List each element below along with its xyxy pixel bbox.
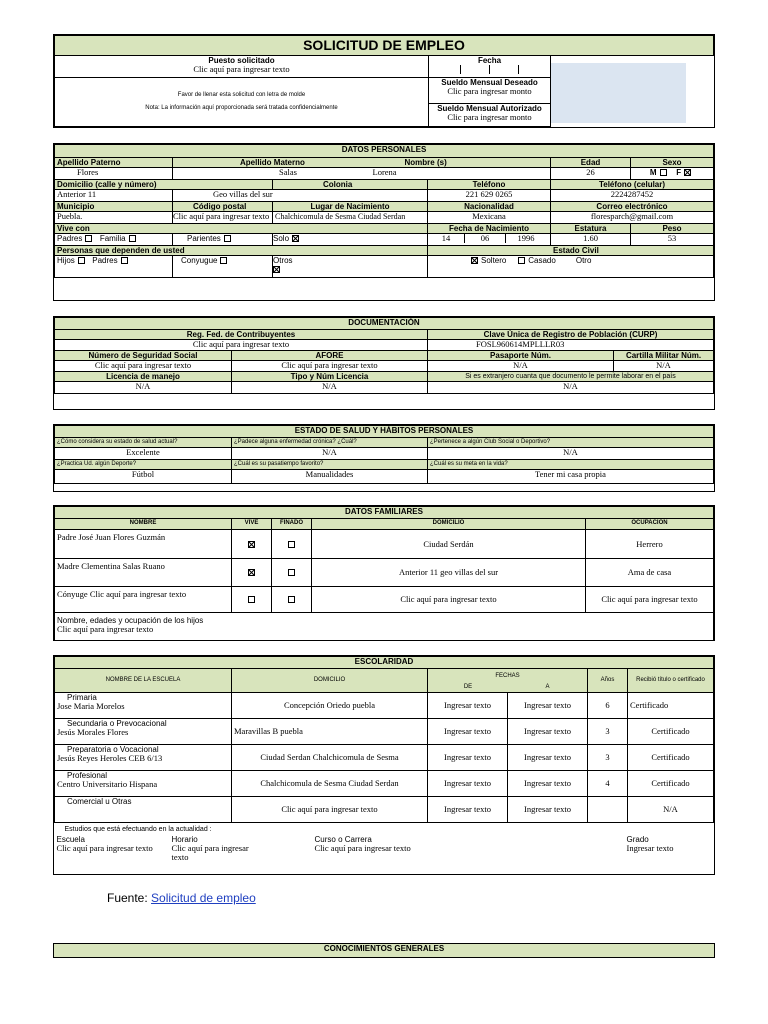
vive-parientes-checkbox[interactable]	[224, 235, 231, 242]
familiares-section	[53, 505, 715, 641]
note-letra-molde: Favor de llenar esta solicitud con letra de molde	[177, 92, 306, 98]
salud-q2: ¿Padece alguna enfermedad crónica? ¿Cuál?	[232, 438, 428, 448]
table-row	[55, 559, 714, 587]
esc-primaria-escuela: Jose Maria Morelos	[57, 701, 125, 711]
notes-cell	[55, 78, 429, 127]
photo-placeholder[interactable]	[551, 63, 686, 123]
esc-profesional-domicilio[interactable]: Chalchicomula de Sesma Ciudad Serdan	[232, 771, 428, 797]
sexo-f-checkbox[interactable]	[684, 169, 691, 176]
esc-profesional-a[interactable]: Ingresar texto	[508, 771, 588, 797]
dep-hijos-label: Hijos	[57, 256, 75, 265]
esc-primaria-a[interactable]: Ingresar texto	[508, 693, 588, 719]
telefono-value[interactable]: 221 629 0265	[428, 190, 551, 202]
sueldo-autorizado-label: Sueldo Mensual Autorizado	[437, 104, 542, 113]
documentacion-header: DOCUMENTACIÓN	[55, 318, 714, 330]
sexo-options	[631, 168, 714, 180]
esc-primaria-domicilio[interactable]: Concepción Oriedo puebla	[232, 693, 428, 719]
estudios-curso-label: Curso o Carrera	[314, 835, 372, 844]
ap-materno-label: Apellido Materno	[240, 158, 305, 167]
telefono-label: Teléfono	[428, 180, 551, 190]
estudios-actuales	[55, 823, 714, 873]
sueldo-autorizado-cell[interactable]	[429, 104, 551, 127]
salud-q3: ¿Pertenece a algún Club Social o Deportivo?	[428, 438, 714, 448]
curp-label: Clave Única de Registro de Población (CURP)	[428, 330, 714, 340]
estudios-horario[interactable]	[172, 835, 262, 862]
ap-materno-label-cell	[173, 158, 305, 168]
esc-preparatoria-nivel: Preparatoria o Vocacional	[67, 745, 159, 754]
documentacion-section	[53, 316, 715, 410]
fn-anio: 1996	[517, 233, 535, 243]
fam-conyuge-domicilio[interactable]: Clic aquí para ingresar texto	[312, 587, 586, 613]
esc-preparatoria-a[interactable]: Ingresar texto	[508, 745, 588, 771]
vive-solo-label: Solo	[273, 234, 290, 243]
fuente-label: Fuente:	[107, 891, 152, 905]
dep-conyugue-checkbox[interactable]	[220, 257, 227, 264]
esc-preparatoria-escuela: Jesús Reyes Heroles CEB 6/13	[57, 753, 163, 763]
colonia-label: Colonia	[273, 180, 428, 190]
esc-comercial-titulo[interactable]: N/A	[628, 797, 714, 823]
esc-col-fechas: FECHAS	[495, 673, 520, 679]
dep-otros-checkbox[interactable]	[273, 266, 280, 273]
table-row	[55, 771, 714, 797]
salud-a6[interactable]: Tener mi casa propia	[428, 470, 714, 484]
fam-padre-domicilio[interactable]: Ciudad Serdán	[312, 530, 586, 559]
esc-primaria-nivel: Primaria	[67, 693, 97, 702]
estudios-label: Estudios que está efectuando en la actualidad :	[64, 826, 212, 833]
domicilio-label: Domicilio (calle y número)	[55, 180, 273, 190]
sexo-m-checkbox[interactable]	[660, 169, 667, 176]
dependen-label: Personas que dependen de usted	[55, 246, 428, 256]
tipo-lic-label: Tipo y Núm Licencia	[232, 372, 428, 382]
esc-secundaria-a[interactable]: Ingresar texto	[508, 719, 588, 745]
fam-madre-ocupacion[interactable]: Ama de casa	[586, 559, 714, 587]
fuente-link[interactable]: Solicitud de empleo	[151, 891, 256, 905]
estado-civil-options	[428, 256, 714, 278]
celular-label: Teléfono (celular)	[551, 180, 714, 190]
salud-header: ESTADO DE SALUD Y HÁBITOS PERSONALES	[55, 426, 714, 438]
fam-hijos-cell[interactable]	[55, 613, 714, 641]
ec-casado-label: Casado	[528, 256, 556, 265]
extranjero-label: Si es extranjero cuanta que documento le permite laborar en el país	[428, 372, 714, 382]
cp-value[interactable]: Clic aquí para ingresar texto	[173, 212, 273, 224]
fam-madre-nombre[interactable]: Madre Clementina Salas Ruano	[55, 559, 232, 587]
table-row	[55, 745, 714, 771]
fam-col-nombre: NOMBRE	[55, 519, 232, 530]
fecha-cell[interactable]	[429, 56, 551, 78]
vive-padres-label: Padres	[57, 234, 83, 243]
fuente-line	[107, 891, 256, 905]
salud-q4: ¿Practica Ud. algún Deporte?	[55, 460, 232, 470]
pasaporte-label: Pasaporte Núm.	[428, 351, 614, 361]
pasaporte-value[interactable]: N/A	[428, 361, 614, 372]
escolaridad-section	[53, 655, 715, 875]
fam-conyuge-nombre[interactable]: Cónyuge Clic aquí para ingresar texto	[55, 587, 232, 613]
vive-con-label: Vive con	[55, 224, 428, 234]
esc-preparatoria-escuela-cell[interactable]	[55, 745, 232, 771]
sueldo-autorizado-value[interactable]: Clic para ingresar monto	[447, 112, 532, 122]
sexo-m-label: M	[649, 168, 657, 177]
fecha-nac-label: Fecha de Nacimiento	[428, 224, 551, 234]
table-row	[55, 530, 714, 559]
table-row	[55, 693, 714, 719]
fam-conyuge-vive-checkbox[interactable]	[248, 596, 255, 603]
licencia-value[interactable]: N/A	[55, 382, 232, 394]
vive-padres-familia	[55, 234, 173, 246]
form-title: SOLICITUD DE EMPLEO	[55, 36, 714, 56]
salud-a4[interactable]: Fútbol	[55, 470, 232, 484]
estudios-grado-label: Grado	[626, 835, 649, 844]
afore-label: AFORE	[232, 351, 428, 361]
vive-padres-checkbox[interactable]	[85, 235, 92, 242]
esc-profesional-de[interactable]: Ingresar texto	[428, 771, 508, 797]
rfc-value[interactable]: Clic aquí para ingresar texto	[55, 340, 428, 351]
ec-casado-checkbox[interactable]	[518, 257, 525, 264]
esc-preparatoria-de[interactable]: Ingresar texto	[428, 745, 508, 771]
fam-madre-domicilio[interactable]: Anterior 11 geo villas del sur	[312, 559, 586, 587]
esc-primaria-anios[interactable]: 6	[588, 693, 628, 719]
esc-profesional-escuela-cell[interactable]	[55, 771, 232, 797]
esc-preparatoria-domicilio[interactable]: Ciudad Serdan Chalchicomula de Sesma	[232, 745, 428, 771]
esc-col-de: DE	[463, 684, 473, 690]
ec-soltero-label: Soltero	[481, 256, 507, 265]
lugar-nac-value[interactable]: Chalchicomula de Sesma Ciudad Serdan	[273, 212, 428, 224]
esc-col-fechas-cell	[428, 669, 588, 693]
cp-label: Código postal	[173, 202, 273, 212]
sueldo-deseado-value[interactable]: Clic para ingresar monto	[447, 86, 532, 96]
note-confidencial: Nota: La información aquí proporcionada será tratada confidencialmente	[145, 105, 338, 111]
nombre-label-cell	[273, 158, 551, 168]
estado-civil-label: Estado Civil	[428, 246, 714, 256]
puesto-cell[interactable]	[55, 56, 429, 78]
estudios-escuela-value: Clic aquí para ingresar texto	[56, 843, 153, 853]
salud-q5: ¿Cuál es su pasatiempo favorito?	[232, 460, 428, 470]
esc-comercial-de[interactable]: Ingresar texto	[428, 797, 508, 823]
vive-solo-checkbox[interactable]	[292, 235, 299, 242]
dep-conyugue-label: Conyugue	[181, 256, 218, 265]
vive-familia-checkbox[interactable]	[129, 235, 136, 242]
datos-personales-section	[53, 143, 715, 301]
dep-otros-label: Otros	[273, 256, 293, 265]
ap-paterno-label: Apellido Paterno	[55, 158, 173, 168]
fam-conyuge-finado	[272, 587, 312, 613]
fam-madre-finado-checkbox[interactable]	[288, 569, 295, 576]
fam-col-domicilio: DOMICILIO	[312, 519, 586, 530]
esc-secundaria-anios[interactable]: 3	[588, 719, 628, 745]
lugar-nac-label: Lugar de Nacimiento	[273, 202, 428, 212]
estudios-escuela[interactable]	[57, 835, 153, 853]
fam-padre-vive	[232, 530, 272, 559]
vive-parientes-label: Parientes	[187, 234, 221, 243]
fam-col-finado: FINADO	[272, 519, 312, 530]
esc-secundaria-escuela-cell[interactable]	[55, 719, 232, 745]
table-row	[55, 797, 714, 823]
esc-profesional-escuela: Centro Universitario Hispana	[57, 779, 158, 789]
fn-dia: 14	[441, 233, 451, 243]
ap-materno-value[interactable]: Salas	[173, 168, 273, 180]
salud-a3[interactable]: N/A	[428, 448, 714, 460]
nacionalidad-value[interactable]: Mexicana	[428, 212, 551, 224]
sueldo-deseado-label: Sueldo Mensual Deseado	[441, 78, 538, 87]
tipo-lic-value[interactable]: N/A	[232, 382, 428, 394]
fecha-boxes[interactable]	[429, 65, 550, 74]
salud-a1[interactable]: Excelente	[55, 448, 232, 460]
ec-soltero-checkbox[interactable]	[471, 257, 478, 264]
cartilla-label: Cartilla Militar Núm.	[614, 351, 714, 361]
fn-mes: 06	[464, 234, 506, 243]
fam-hijos-value[interactable]: Clic aquí para ingresar texto	[57, 624, 154, 634]
esc-profesional-anios[interactable]: 4	[588, 771, 628, 797]
municipio-text: Puebla.	[57, 211, 83, 221]
peso-label: Peso	[631, 224, 714, 234]
salud-a2[interactable]: N/A	[232, 448, 428, 460]
esc-col-domicilio: DOMICILIO	[232, 669, 428, 693]
esc-comercial-anios[interactable]	[588, 797, 628, 823]
nss-label: Número de Seguridad Social	[55, 351, 232, 361]
ec-otro-label: Otro	[575, 256, 592, 265]
sexo-label: Sexo	[631, 158, 714, 168]
nombre-label: Nombre (s)	[404, 158, 447, 167]
puesto-value[interactable]: Clic aquí para ingresar texto	[193, 64, 290, 74]
salud-q6: ¿Cuál es su meta en la vida?	[428, 460, 714, 470]
esc-primaria-escuela-cell[interactable]	[55, 693, 232, 719]
extranjero-value[interactable]: N/A	[428, 382, 714, 394]
vive-parientes-cell	[173, 234, 273, 246]
esc-comercial-escuela-cell[interactable]	[55, 797, 232, 823]
colonia-value[interactable]: Geo villas del sur	[173, 190, 428, 202]
fam-hijos-label: Nombre, edades y ocupación de los hijos	[57, 616, 204, 625]
fam-madre-vive-checkbox[interactable]	[248, 569, 255, 576]
domicilio-value[interactable]: Anterior 11	[55, 190, 173, 202]
esc-col-escuela: NOMBRE DE LA ESCUELA	[55, 669, 232, 693]
rfc-label: Reg. Fed. de Contribuyentes	[55, 330, 428, 340]
esc-preparatoria-anios[interactable]: 3	[588, 745, 628, 771]
fam-madre-vive	[232, 559, 272, 587]
salud-q1: ¿Cómo considera su estado de salud actual?	[55, 438, 232, 448]
fam-conyuge-vive	[232, 587, 272, 613]
esc-primaria-de[interactable]: Ingresar texto	[428, 693, 508, 719]
estudios-grado-value: Ingresar texto	[626, 843, 674, 853]
fam-col-ocupacion: OCUPACIÓN	[586, 519, 714, 530]
esc-profesional-titulo[interactable]: Certificado	[628, 771, 714, 797]
dep-otros-cell	[273, 256, 428, 278]
conocimientos-section	[53, 943, 715, 958]
fam-padre-vive-checkbox[interactable]	[248, 541, 255, 548]
vive-familia-label: Familia	[99, 234, 126, 243]
edad-label: Edad	[551, 158, 631, 168]
fam-madre-finado	[272, 559, 312, 587]
correo-label: Correo electrónico	[551, 202, 714, 212]
fam-conyuge-ocupacion[interactable]: Clic aquí para ingresar texto	[586, 587, 714, 613]
esc-profesional-nivel: Profesional	[67, 771, 108, 780]
estatura-value[interactable]: 1.60	[551, 234, 631, 246]
peso-value[interactable]: 53	[631, 234, 714, 246]
nacionalidad-label: Nacionalidad	[428, 202, 551, 212]
esc-comercial-domicilio[interactable]: Clic aquí para ingresar texto	[232, 797, 428, 823]
salud-a5[interactable]: Manualidades	[232, 470, 428, 484]
vive-solo-cell	[273, 234, 428, 246]
conocimientos-header: CONOCIMIENTOS GENERALES	[54, 944, 714, 957]
correo-value[interactable]: floresparch@gmail.com	[551, 212, 714, 224]
licencia-label: Licencia de manejo	[55, 372, 232, 382]
esc-col-anios: Años	[588, 669, 628, 693]
edad-value[interactable]: 26	[551, 168, 631, 180]
fam-conyuge-finado-checkbox[interactable]	[288, 596, 295, 603]
fam-col-vive: VIVE	[232, 519, 272, 530]
escolaridad-header: ESCOLARIDAD	[55, 657, 714, 669]
fecha-label: Fecha	[477, 56, 502, 65]
dep-hijos-checkbox[interactable]	[78, 257, 85, 264]
table-row	[55, 587, 714, 613]
fam-padre-ocupacion[interactable]: Herrero	[586, 530, 714, 559]
estudios-escuela-label: Escuela	[56, 835, 85, 844]
estudios-horario-value: Clic aquí para ingresar texto	[171, 843, 249, 862]
ap-paterno-value[interactable]: Flores	[55, 168, 173, 180]
dep-padres-label: Padres	[92, 256, 118, 265]
fecha-nac-value[interactable]	[428, 234, 551, 246]
dep-padres-checkbox[interactable]	[121, 257, 128, 264]
esc-primaria-titulo[interactable]: Certificado	[628, 693, 714, 719]
esc-col-a: A	[545, 684, 550, 690]
table-row	[55, 719, 714, 745]
esc-secundaria-domicilio[interactable]: Maravillas B puebla	[232, 719, 428, 745]
dep-conyugue-cell	[173, 256, 273, 278]
esc-secundaria-de[interactable]: Ingresar texto	[428, 719, 508, 745]
cartilla-value[interactable]: N/A	[614, 361, 714, 372]
estudios-curso-value: Clic aquí para ingresar texto	[314, 843, 411, 853]
salud-section	[53, 424, 715, 492]
curp-value[interactable]: FOSL960614MPLLLR03	[428, 340, 714, 351]
fam-padre-finado-checkbox[interactable]	[288, 541, 295, 548]
nombre-value[interactable]: Lorena	[273, 168, 551, 180]
esc-comercial-a[interactable]: Ingresar texto	[508, 797, 588, 823]
fam-padre-nombre[interactable]: Padre José Juan Flores Guzmán	[55, 530, 232, 559]
esc-secundaria-titulo[interactable]: Certificado	[628, 719, 714, 745]
afore-value[interactable]: Clic aquí para ingresar texto	[232, 361, 428, 372]
personales-header: DATOS PERSONALES	[55, 145, 714, 158]
fam-padre-finado	[272, 530, 312, 559]
esc-comercial-nivel: Comercial u Otras	[67, 797, 132, 806]
esc-secundaria-nivel: Secundaria o Prevocacional	[67, 719, 167, 728]
sueldo-deseado-cell[interactable]	[429, 78, 551, 104]
estudios-curso[interactable]	[315, 835, 411, 853]
dep-hijos-padres	[55, 256, 173, 278]
estatura-label: Estatura	[551, 224, 631, 234]
estudios-horario-label: Horario	[171, 835, 198, 844]
esc-secundaria-escuela: Jesús Morales Flores	[57, 727, 129, 737]
sexo-f-label: F	[676, 168, 682, 177]
celular-value[interactable]: 2224287452	[551, 190, 714, 202]
esc-preparatoria-titulo[interactable]: Certificado	[628, 745, 714, 771]
nss-value[interactable]: Clic aquí para ingresar texto	[55, 361, 232, 372]
esc-col-titulo: Recibió título o certificado	[628, 669, 714, 693]
familiares-header: DATOS FAMILIARES	[55, 507, 714, 519]
estudios-grado[interactable]	[627, 835, 674, 853]
municipio-label: Municipio	[55, 202, 173, 212]
municipio-value[interactable]	[55, 212, 173, 224]
puesto-label: Puesto solicitado	[208, 56, 275, 65]
